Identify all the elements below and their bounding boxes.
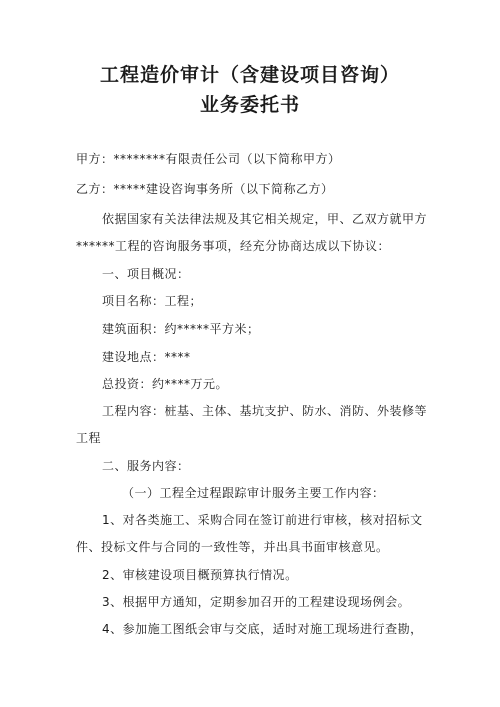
- building-area-line: 建筑面积：约*****平方米；: [102, 322, 260, 336]
- section-heading-2: 二、服务内容：: [102, 459, 190, 473]
- project-name-line: 项目名称：工程；: [102, 294, 203, 308]
- item-1-line-1: 1、对各类施工、采购合同在签订前进行审核，核对招标文: [102, 513, 423, 527]
- party-a-line: 甲方：********有限责任公司（以下简称甲方）: [76, 152, 341, 166]
- preamble-line-2: ******工程的咨询服务事项，经充分协商达成以下协议：: [76, 239, 391, 253]
- subsection-heading: （一）工程全过程跟踪审计服务主要工作内容：: [122, 486, 385, 500]
- item-4-line: 4、参加施工图纸会审与交底，适时对施工现场进行查勘，: [102, 622, 423, 636]
- item-3-line: 3、根据甲方通知，定期参加召开的工程建设现场例会。: [102, 595, 411, 609]
- location-line: 建设地点：****: [102, 350, 191, 364]
- item-2-line: 2、审核建设项目概预算执行情况。: [102, 568, 298, 582]
- scope-line-1: 工程内容：桩基、主体、基坑支护、防水、消防、外装修等: [102, 404, 428, 418]
- investment-line: 总投资：约****万元。: [102, 377, 229, 391]
- document-subtitle: 业务委托书: [199, 94, 300, 116]
- section-heading-1: 一、项目概况：: [102, 267, 190, 281]
- scope-line-2: 工程: [76, 431, 102, 445]
- preamble-line-1: 依据国家有关法律法规及其它相关规定，甲、乙双方就甲方: [102, 212, 428, 226]
- document-title: 工程造价审计（含建设项目咨询）: [99, 64, 400, 86]
- item-1-line-2: 件、投标文件与合同的一致性等，并出具书面审核意见。: [76, 540, 389, 554]
- party-b-line: 乙方：*****建设咨询事务所（以下简称乙方）: [76, 182, 334, 196]
